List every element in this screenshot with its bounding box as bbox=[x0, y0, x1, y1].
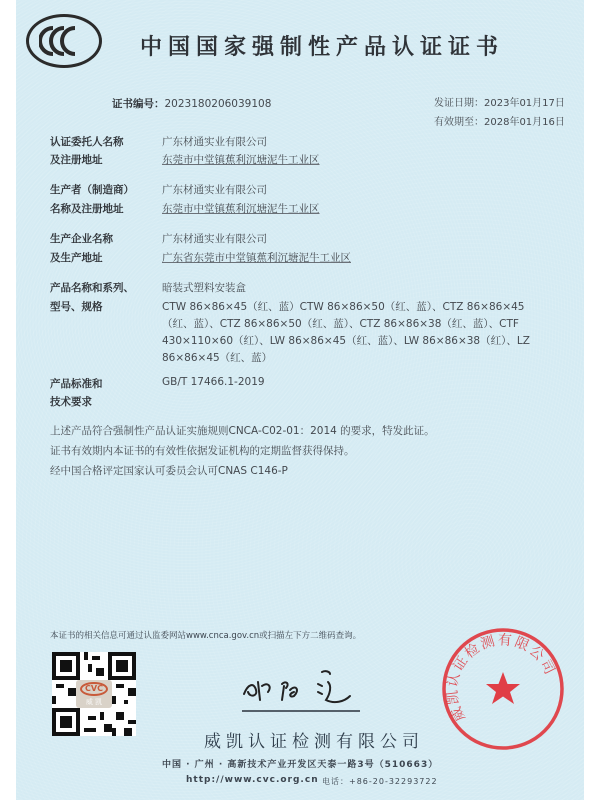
factory-label-2: 及生产地址 bbox=[50, 252, 103, 264]
company-seal bbox=[440, 626, 566, 752]
valid-until-label: 有效期至： bbox=[434, 117, 484, 128]
query-note: 本证书的相关信息可通过认监委网站www.cnca.gov.cn或扫描左下方二维码查询。 bbox=[50, 631, 362, 641]
qr-code[interactable] bbox=[52, 652, 136, 736]
cvc-logo: CVC bbox=[80, 682, 108, 696]
product-label-2: 型号、规格 bbox=[50, 301, 103, 313]
manufacturer-label-2: 名称及注册地址 bbox=[50, 203, 124, 215]
manufacturer-name: 广东材通实业有限公司 bbox=[162, 184, 267, 196]
ccc-logo-icon bbox=[26, 14, 102, 68]
statement-2: 证书有效期内本证书的有效性依据发证机构的定期监督获得保持。 bbox=[50, 445, 355, 457]
manufacturer-address: 东莞市中堂镇蕉利沉塘泥牛工业区 bbox=[162, 203, 320, 215]
applicant-address: 东莞市中堂镇蕉利沉塘泥牛工业区 bbox=[162, 154, 320, 166]
signature-line bbox=[242, 710, 360, 712]
standard-value: GB/T 17466.1-2019 bbox=[162, 376, 265, 388]
seal-icon bbox=[440, 626, 566, 752]
standard-label-1: 产品标准和 bbox=[50, 378, 103, 390]
cvc-badge bbox=[76, 680, 112, 708]
product-label-1: 产品名称和系列、 bbox=[50, 282, 134, 294]
issuer-phone: 电话：+86-20-32293722 bbox=[322, 777, 438, 786]
issuer-address: 中国 · 广州 · 高新技术产业开发区天泰一路3号（510663） bbox=[162, 760, 439, 770]
issuer-website[interactable]: http://www.cvc.org.cn bbox=[186, 775, 319, 785]
valid-until bbox=[434, 113, 565, 128]
statement-3: 经中国合格评定国家认可委员会认可CNAS C146-P bbox=[50, 465, 288, 477]
applicant-name: 广东材通实业有限公司 bbox=[162, 136, 267, 148]
manufacturer-label-1: 生产者（制造商） bbox=[50, 184, 134, 196]
standard-label-2: 技术要求 bbox=[50, 396, 92, 408]
issue-date-value: 2023年01月17日 bbox=[484, 98, 565, 109]
cvc-badge-sub: 威 凯 bbox=[85, 697, 103, 706]
applicant-label-2: 及注册地址 bbox=[50, 154, 103, 166]
issuer-company: 威凯认证检测有限公司 bbox=[204, 732, 424, 752]
signature-icon bbox=[238, 664, 362, 710]
product-models: CTW 86×86×45（红、蓝）CTW 86×86×50（红、蓝）、CTZ 86×86×45 （红、蓝）、CTZ 86×86×50（红、蓝）、CTZ 86×86×38（红、蓝）、CTF 430×110×60（红）、LW 86×86×45（红、蓝）、LW 86×86×38（红）、LZ 86×86×45（红、蓝） bbox=[162, 301, 530, 364]
product-name: 暗装式塑料安装盒 bbox=[162, 282, 246, 294]
statement-1: 上述产品符合强制性产品认证实施规则CNCA-C02-01：2014 的要求，特发此证。 bbox=[50, 425, 435, 437]
seal-text: 威凯认证检测有限公司 bbox=[444, 632, 559, 724]
factory-name: 广东材通实业有限公司 bbox=[162, 233, 267, 245]
certificate-number-label: 证书编号： bbox=[112, 98, 165, 110]
factory-label-1: 生产企业名称 bbox=[50, 233, 113, 245]
certificate-number-value: 2023180206039108 bbox=[164, 98, 272, 110]
signature bbox=[238, 664, 362, 710]
valid-until-value: 2028年01月16日 bbox=[484, 117, 565, 128]
issue-date bbox=[434, 94, 565, 109]
applicant-label-1: 认证委托人名称 bbox=[50, 136, 124, 148]
certificate-number bbox=[112, 92, 271, 111]
factory-address: 广东省东莞市中堂镇蕉利沉塘泥牛工业区 bbox=[162, 252, 351, 264]
page-title: 中国国家强制性产品认证证书 bbox=[140, 35, 505, 60]
certificate-page bbox=[16, 0, 584, 800]
issue-date-label: 发证日期： bbox=[434, 98, 484, 109]
